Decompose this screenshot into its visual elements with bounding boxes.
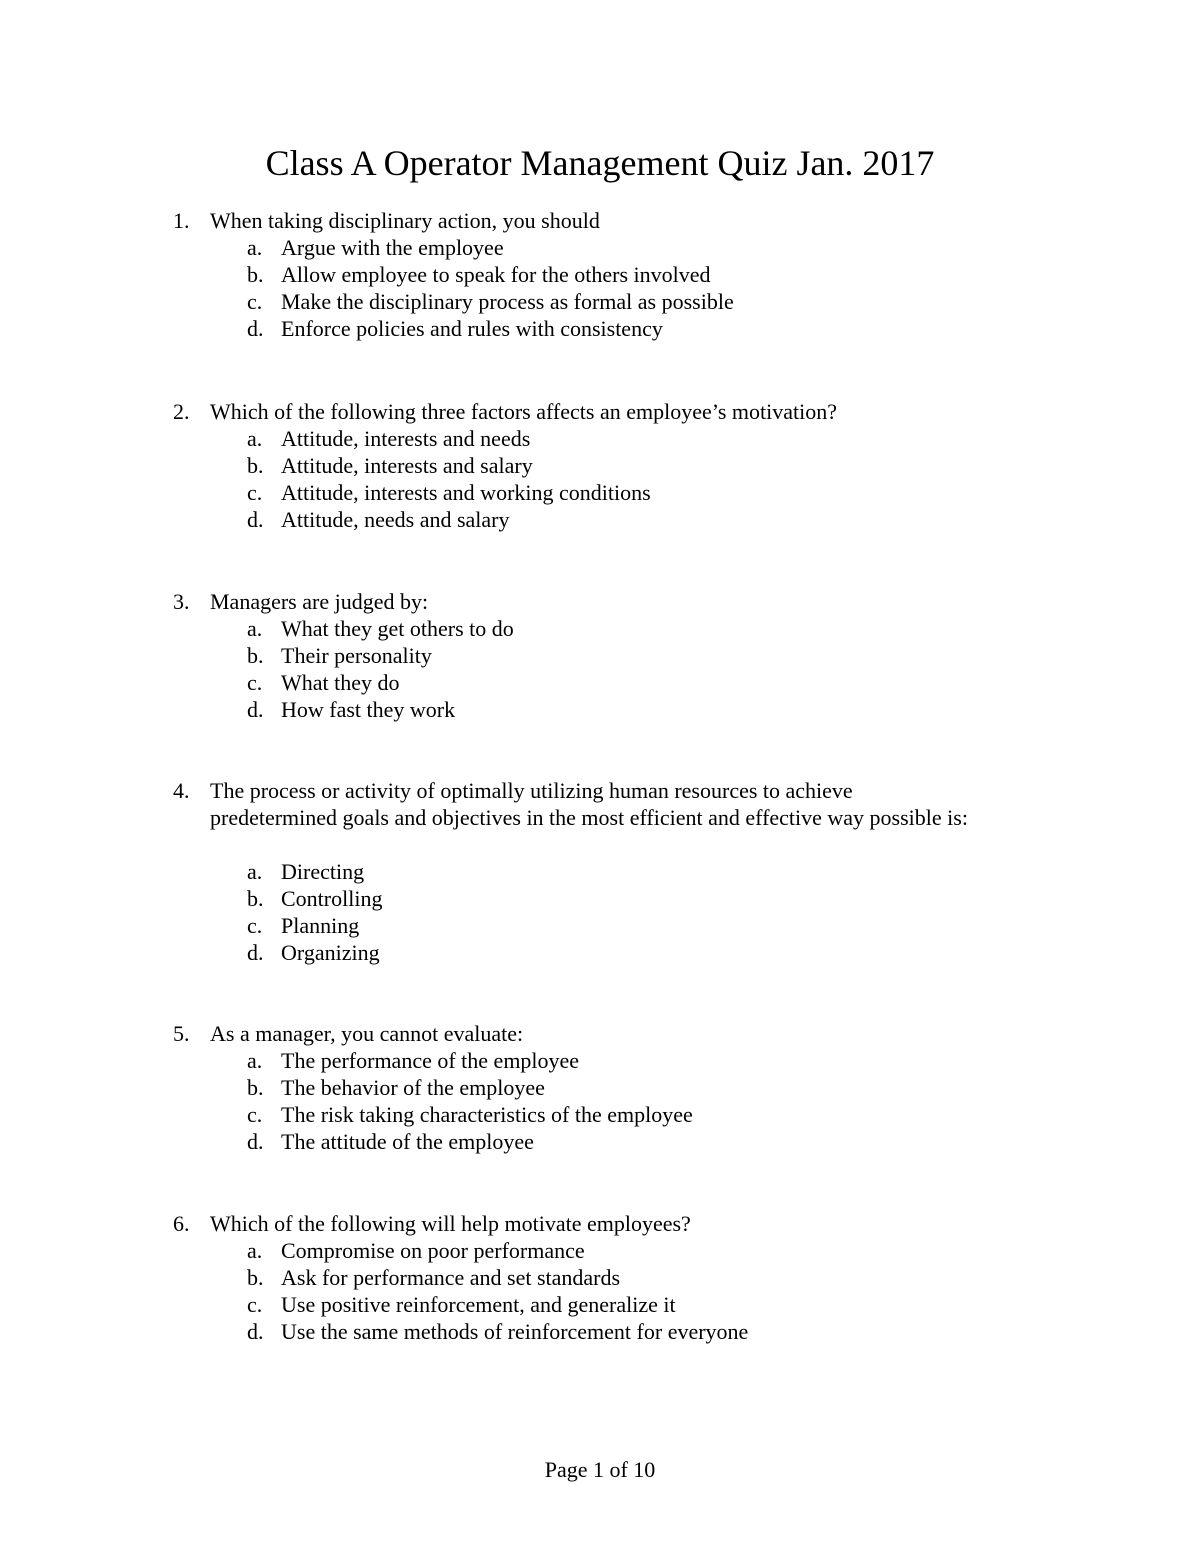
- answer-option: [173, 1047, 1073, 1074]
- option-text: How fast they work: [281, 697, 456, 722]
- option-text: The risk taking characteristics of the employee: [281, 1102, 693, 1127]
- answer-option: [173, 1128, 1073, 1155]
- answer-option: [173, 1074, 1073, 1101]
- answer-option: [173, 615, 1073, 642]
- answer-option: [173, 425, 1073, 452]
- option-text: Organizing: [281, 940, 380, 965]
- question-stem: [173, 588, 1073, 615]
- answer-option: [173, 858, 1073, 885]
- option-text: Directing: [281, 859, 365, 884]
- option-letter: a.: [247, 235, 263, 260]
- question-4: [173, 777, 1073, 966]
- option-letter: b.: [247, 262, 264, 287]
- answer-option: [173, 669, 1073, 696]
- option-letter: d.: [247, 940, 264, 965]
- option-letter: d.: [247, 1319, 264, 1344]
- question-number: 6.: [173, 1211, 190, 1236]
- option-letter: c.: [247, 1292, 263, 1317]
- answer-options: [173, 858, 1073, 966]
- question-text-line-1: The process or activity of optimally utilizing human resources to achieve: [210, 778, 853, 803]
- question-text: As a manager, you cannot evaluate:: [210, 1021, 524, 1046]
- option-text: Attitude, interests and needs: [281, 426, 531, 451]
- question-number: 1.: [173, 208, 190, 233]
- question-stem: [173, 777, 1073, 831]
- answer-option: [173, 696, 1073, 723]
- option-letter: d.: [247, 697, 264, 722]
- answer-options: [173, 425, 1073, 533]
- option-text: Attitude, needs and salary: [281, 507, 510, 532]
- answer-option: [173, 315, 1073, 342]
- question-6: [173, 1210, 1073, 1345]
- option-letter: d.: [247, 1129, 264, 1154]
- option-letter: c.: [247, 1102, 263, 1127]
- option-text: What they get others to do: [281, 616, 514, 641]
- option-letter: d.: [247, 316, 264, 341]
- option-text: The performance of the employee: [281, 1048, 580, 1073]
- option-letter: a.: [247, 426, 263, 451]
- option-text: The attitude of the employee: [281, 1129, 534, 1154]
- option-letter: c.: [247, 913, 263, 938]
- answer-option: [173, 234, 1073, 261]
- question-number: 4.: [173, 778, 190, 803]
- option-letter: a.: [247, 616, 263, 641]
- option-letter: a.: [247, 859, 263, 884]
- question-number: 2.: [173, 399, 190, 424]
- question-text: When taking disciplinary action, you should: [210, 208, 600, 233]
- option-letter: b.: [247, 886, 264, 911]
- answer-options: [173, 1237, 1073, 1345]
- option-letter: c.: [247, 670, 263, 695]
- question-stem: [173, 1210, 1073, 1237]
- option-text: Attitude, interests and salary: [281, 453, 533, 478]
- option-letter: b.: [247, 1265, 264, 1290]
- answer-options: [173, 1047, 1073, 1155]
- option-text: Attitude, interests and working conditions: [281, 480, 651, 505]
- option-letter: c.: [247, 289, 263, 314]
- question-stem: [173, 1020, 1073, 1047]
- question-text-line-2: predetermined goals and objectives in the most efficient and effective way possible is:: [210, 805, 968, 830]
- question-5: [173, 1020, 1073, 1155]
- answer-option: [173, 506, 1073, 533]
- option-letter: a.: [247, 1238, 263, 1263]
- answer-option: [173, 1264, 1073, 1291]
- page-title: Class A Operator Management Quiz Jan. 2017: [265, 143, 935, 183]
- answer-option: [173, 939, 1073, 966]
- question-stem: [173, 398, 1073, 425]
- page-number: Page 1 of 10: [544, 1457, 656, 1482]
- option-text: The behavior of the employee: [281, 1075, 545, 1100]
- option-text: Argue with the employee: [281, 235, 504, 260]
- answer-option: [173, 1101, 1073, 1128]
- answer-option: [173, 642, 1073, 669]
- answer-option: [173, 885, 1073, 912]
- option-text: Controlling: [281, 886, 383, 911]
- option-text: What they do: [281, 670, 400, 695]
- answer-option: [173, 1291, 1073, 1318]
- option-letter: a.: [247, 1048, 263, 1073]
- option-letter: b.: [247, 643, 264, 668]
- answer-options: [173, 234, 1073, 342]
- option-text: Make the disciplinary process as formal as possible: [281, 289, 734, 314]
- question-stem: [173, 207, 1073, 234]
- answer-option: [173, 1237, 1073, 1264]
- answer-option: [173, 288, 1073, 315]
- option-text: Compromise on poor performance: [281, 1238, 585, 1263]
- option-letter: d.: [247, 507, 264, 532]
- option-text: Planning: [281, 913, 360, 938]
- question-text: Managers are judged by:: [210, 589, 429, 614]
- option-text: Their personality: [281, 643, 432, 668]
- answer-option: [173, 452, 1073, 479]
- option-letter: b.: [247, 1075, 264, 1100]
- answer-option: [173, 912, 1073, 939]
- question-3: [173, 588, 1073, 723]
- question-1: [173, 207, 1073, 342]
- option-letter: c.: [247, 480, 263, 505]
- question-number: 3.: [173, 589, 190, 614]
- question-2: [173, 398, 1073, 533]
- question-number: 5.: [173, 1021, 190, 1046]
- option-text: Allow employee to speak for the others involved: [281, 262, 711, 287]
- option-text: Ask for performance and set standards: [281, 1265, 621, 1290]
- question-text: Which of the following will help motivate employees?: [210, 1211, 691, 1236]
- option-text: Use the same methods of reinforcement for everyone: [281, 1319, 749, 1344]
- answer-option: [173, 261, 1073, 288]
- option-text: Use positive reinforcement, and generalize it: [281, 1292, 676, 1317]
- answer-option: [173, 1318, 1073, 1345]
- option-letter: b.: [247, 453, 264, 478]
- answer-option: [173, 479, 1073, 506]
- question-text: Which of the following three factors affects an employee’s motivation?: [210, 399, 837, 424]
- option-text: Enforce policies and rules with consistency: [281, 316, 663, 341]
- answer-options: [173, 615, 1073, 723]
